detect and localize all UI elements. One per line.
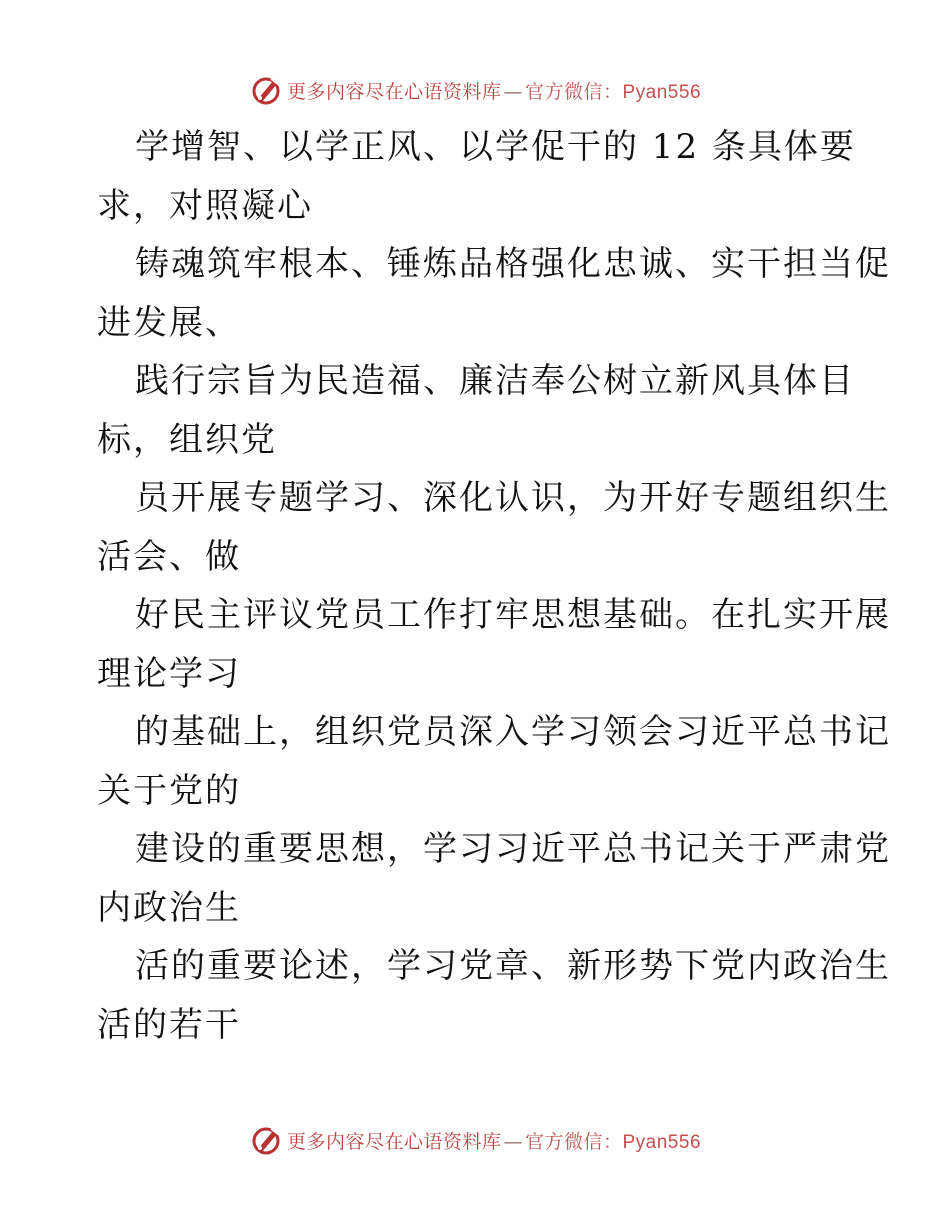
text-line-4: 进发展、 xyxy=(97,302,241,343)
banner-wechat-label: 官方微信： xyxy=(524,80,623,103)
footer-wechat-label: 官方微信： xyxy=(524,1130,623,1153)
banner-dash: — xyxy=(503,80,523,103)
text-line-5: 践行宗旨为民造福、廉洁奉公树立新风具体目 xyxy=(135,361,855,401)
text-line-3: 铸魂筑牢根本、锤炼品格强化忠诚、实干担当促 xyxy=(135,244,891,284)
text-line-14: 内政治生 xyxy=(97,887,241,928)
text-line-10: 理论学习 xyxy=(97,653,241,694)
header-banner xyxy=(0,70,950,110)
footer-banner-text xyxy=(287,1127,701,1154)
text-line-9: 好民主评议党员工作打牢思想基础。在扎实开展 xyxy=(135,595,891,635)
banner-text xyxy=(287,77,701,104)
text-line-12: 关于党的 xyxy=(97,770,241,811)
text-line-8: 活会、做 xyxy=(97,536,241,577)
text-line-7: 员开展专题学习、深化认识，为开好专题组织生 xyxy=(135,478,891,518)
text-line-2: 求，对照凝心 xyxy=(97,185,313,226)
pen-circle-logo-icon xyxy=(249,73,283,107)
banner-main-text: 更多内容尽在心语资料库 xyxy=(286,80,502,103)
footer-dash: — xyxy=(503,1130,523,1153)
pen-circle-logo-icon xyxy=(249,1123,283,1157)
text-line-15: 活的重要论述，学习党章、新形势下党内政治生 xyxy=(135,946,891,986)
footer-wechat-id: Pyan556 xyxy=(622,1131,702,1153)
banner-wechat-id: Pyan556 xyxy=(622,81,702,103)
footer-main-text: 更多内容尽在心语资料库 xyxy=(286,1130,502,1153)
banner-content xyxy=(249,73,701,107)
document-body xyxy=(97,118,891,1054)
text-line-1: 学增智、以学正风、以学促干的 12 条具体要 xyxy=(135,127,856,167)
text-line-6: 标，组织党 xyxy=(97,419,277,460)
text-line-11: 的基础上，组织党员深入学习领会习近平总书记 xyxy=(135,712,891,752)
footer-banner xyxy=(0,1120,950,1160)
text-line-16: 活的若干 xyxy=(97,1004,241,1045)
footer-banner-content xyxy=(249,1123,701,1157)
text-line-13: 建设的重要思想，学习习近平总书记关于严肃党 xyxy=(135,829,891,869)
